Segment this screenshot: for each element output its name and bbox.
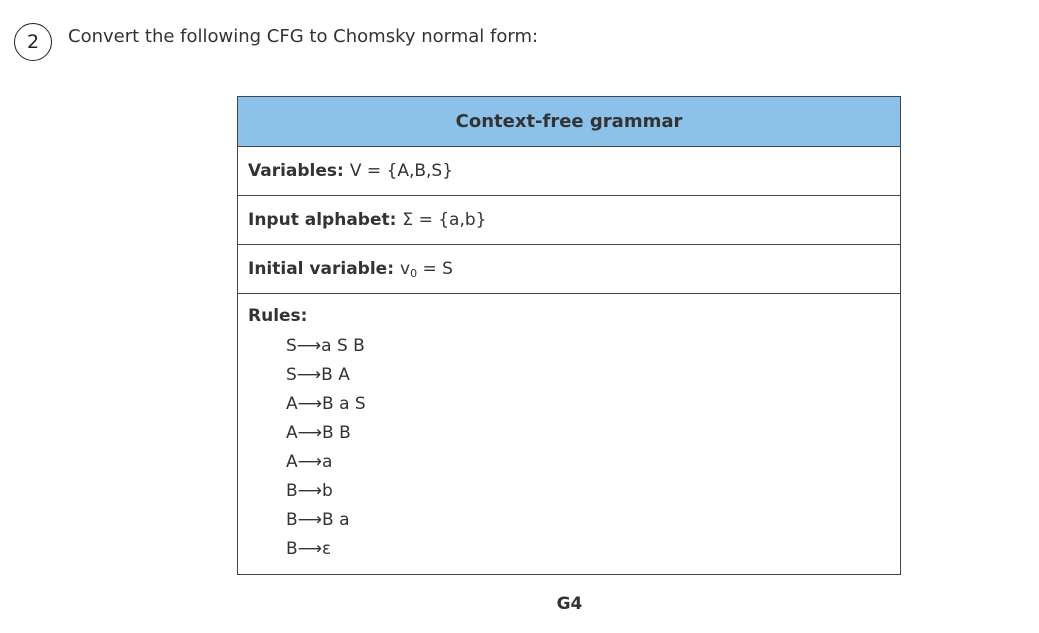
alphabet-value: Σ = {a,b}	[402, 210, 487, 230]
rules-label: Rules:	[248, 306, 308, 326]
variables-row	[238, 147, 900, 196]
initial-variable-row	[238, 245, 900, 294]
table-header	[238, 97, 900, 147]
grammar-table	[237, 96, 901, 575]
rule-item: A⟶B B	[286, 423, 351, 443]
initial-variable-label: Initial variable:	[248, 259, 394, 279]
rule-item: A⟶a	[286, 452, 333, 472]
initial-variable-subscript: 0	[410, 266, 418, 280]
rule-item: S⟶B A	[286, 365, 350, 385]
grammar-caption: G4	[556, 594, 583, 614]
rules-list	[248, 332, 890, 564]
question-number: 2	[26, 31, 40, 53]
variables-label: Variables:	[248, 161, 344, 181]
rule-item: A⟶B a S	[286, 394, 366, 414]
question-number-badge	[14, 23, 52, 61]
variables-value: V = {A,B,S}	[349, 161, 454, 181]
rule-item: B⟶ε	[286, 539, 332, 559]
rule-item: B⟶b	[286, 481, 333, 501]
rules-row	[238, 294, 900, 574]
rule-item: B⟶B a	[286, 510, 350, 530]
table-header-title: Context-free grammar	[455, 111, 683, 132]
alphabet-label: Input alphabet:	[248, 210, 397, 230]
rule-item: S⟶a S B	[286, 336, 365, 356]
initial-variable-value	[400, 259, 453, 280]
initial-variable-assignment: = S	[417, 258, 453, 279]
alphabet-row	[238, 196, 900, 245]
question-prompt: Convert the following CFG to Chomsky normal form:	[68, 26, 539, 47]
initial-variable-symbol: v	[400, 258, 411, 279]
